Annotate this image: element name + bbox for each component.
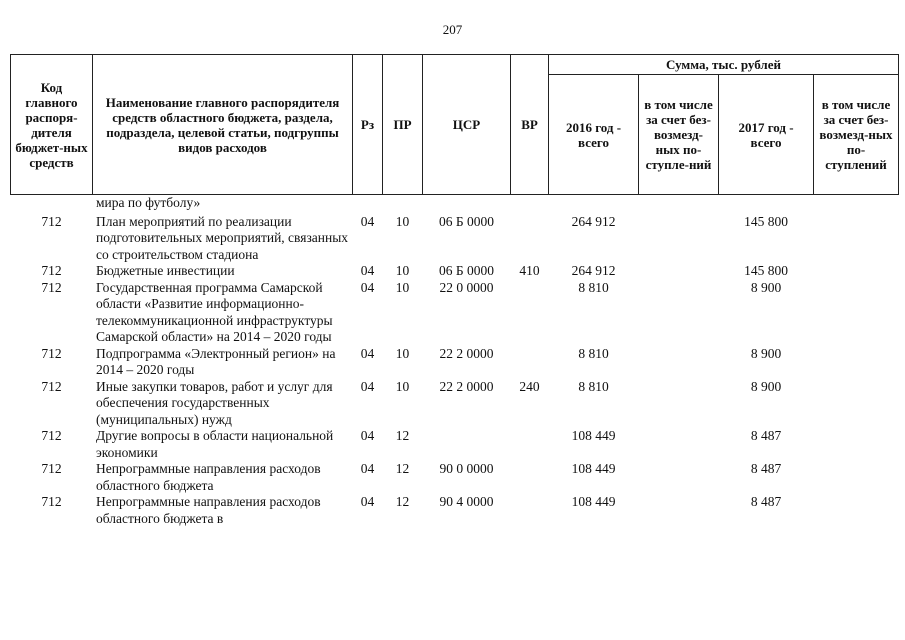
row-csr xyxy=(423,428,511,461)
row-2016-total: 8 810 xyxy=(578,279,609,295)
row-vr xyxy=(511,346,549,379)
table-row xyxy=(11,494,899,527)
row-2016-free xyxy=(639,263,719,280)
row-2016-total: 264 912 xyxy=(571,263,616,278)
row-name: План мероприятий по реализации подготовительных мероприятий, связанных со строительством стадиона xyxy=(96,213,349,262)
row-2016-total: 108 449 xyxy=(571,461,616,476)
row-2017-total: 145 800 xyxy=(744,263,788,278)
row-csr: 06 Б 0000 xyxy=(438,263,494,278)
row-rz: 04 xyxy=(360,378,375,394)
table-row xyxy=(11,379,899,429)
row-code: 712 xyxy=(41,279,62,295)
row-2017-total: 8 487 xyxy=(750,428,782,443)
row-pr: 10 xyxy=(395,263,410,278)
row-vr xyxy=(511,280,549,346)
row-vr: 410 xyxy=(519,263,540,278)
row-vr xyxy=(511,428,549,461)
table-row xyxy=(11,263,899,280)
row-2016-total: 264 912 xyxy=(571,213,616,229)
header-vr: ВР xyxy=(511,55,549,195)
row-code: 712 xyxy=(41,345,62,361)
row-2016-free xyxy=(639,346,719,379)
row-rz: 04 xyxy=(360,428,375,443)
row-2017-free xyxy=(814,494,899,527)
row-2017-free xyxy=(814,280,899,346)
table-row xyxy=(11,428,899,461)
row-2017-total: 8 487 xyxy=(750,494,782,509)
row-csr: 22 2 0000 xyxy=(439,378,494,394)
row-2017-free xyxy=(814,214,899,264)
row-2016-free xyxy=(639,461,719,494)
row-pr: 10 xyxy=(395,279,410,295)
row-csr: 90 0 0000 xyxy=(439,461,494,476)
header-name: Наименование главного распорядителя средств областного бюджета, раздела, подраздела, целевой статьи, подгруппы видов расходов xyxy=(93,55,353,195)
row-rz: 04 xyxy=(360,345,375,361)
row-2017-total: 8 900 xyxy=(750,345,782,361)
row-csr: 22 2 0000 xyxy=(439,345,494,361)
row-rz: 04 xyxy=(360,461,375,476)
row-csr: 06 Б 0000 xyxy=(438,213,494,229)
page-number: 207 xyxy=(442,22,463,37)
table-header xyxy=(11,55,899,195)
row-2016-free xyxy=(639,494,719,527)
budget-table xyxy=(10,54,899,527)
row-2017-total: 8 487 xyxy=(750,461,782,476)
row-2017-total: 8 900 xyxy=(750,279,782,295)
row-name: Государственная программа Самарской области «Развитие информационно-телекоммуникационной инфраструктуры Самарской области» на 2014 – 2020 годы xyxy=(96,279,333,344)
row-2016-total: 8 810 xyxy=(578,378,609,394)
row-2016-free xyxy=(639,428,719,461)
row-code: 712 xyxy=(41,494,62,509)
continuation-text: мира по футболу» xyxy=(96,195,201,210)
row-pr: 10 xyxy=(395,378,410,394)
row-pr: 12 xyxy=(395,428,410,443)
row-csr: 90 4 0000 xyxy=(439,494,494,509)
row-name: Бюджетные инвестиции xyxy=(96,263,235,278)
row-2017-total: 145 800 xyxy=(744,213,788,229)
row-rz: 04 xyxy=(360,263,375,278)
row-pr: 10 xyxy=(395,345,410,361)
row-2017-free xyxy=(814,461,899,494)
table-body xyxy=(11,195,899,528)
table-row xyxy=(11,280,899,346)
row-name: Непрограммные направления расходов областного бюджета в xyxy=(96,494,321,526)
row-name: Подпрограмма «Электронный регион» на 2014 – 2020 годы xyxy=(96,345,336,377)
row-2017-free xyxy=(814,346,899,379)
header-sum: Сумма, тыс. рублей xyxy=(549,55,899,75)
header-pr: ПР xyxy=(383,55,423,195)
row-name: Непрограммные направления расходов областного бюджета xyxy=(96,461,321,493)
row-2016-free xyxy=(639,214,719,264)
header-csr: ЦСР xyxy=(423,55,511,195)
row-2016-total: 8 810 xyxy=(578,345,609,361)
row-2016-total: 108 449 xyxy=(571,494,616,509)
table-row xyxy=(11,461,899,494)
header-2017-total: 2017 год - всего xyxy=(719,75,814,195)
row-2016-free xyxy=(639,379,719,429)
table-row xyxy=(11,214,899,264)
row-vr xyxy=(511,214,549,264)
row-vr xyxy=(511,494,549,527)
row-vr: 240 xyxy=(519,378,540,394)
row-code: 712 xyxy=(41,378,62,394)
row-2017-free xyxy=(814,263,899,280)
row-code: 712 xyxy=(41,461,62,476)
row-rz: 04 xyxy=(360,213,375,229)
header-2016-free: в том числе за счет без-возмезд-ных по-ступле-ний xyxy=(639,75,719,195)
header-2016-total: 2016 год - всего xyxy=(549,75,639,195)
row-rz: 04 xyxy=(360,494,375,509)
row-2017-free xyxy=(814,379,899,429)
row-pr: 12 xyxy=(395,461,410,476)
header-2017-free: в том числе за счет без-возмезд-ных по-ступлений xyxy=(814,75,899,195)
row-vr xyxy=(511,461,549,494)
row-pr: 12 xyxy=(395,494,410,509)
header-code: Код главного распоря-дителя бюджет-ных средств xyxy=(11,55,93,195)
row-code: 712 xyxy=(41,428,62,443)
row-2017-total: 8 900 xyxy=(750,378,782,394)
row-csr: 22 0 0000 xyxy=(439,279,494,295)
row-code: 712 xyxy=(41,213,62,229)
continuation-row xyxy=(11,195,899,214)
header-rz: Рз xyxy=(353,55,383,195)
row-rz: 04 xyxy=(360,279,375,295)
row-2017-free xyxy=(814,428,899,461)
row-2016-total: 108 449 xyxy=(571,428,616,443)
row-name: Иные закупки товаров, работ и услуг для обеспечения государственных (муниципальных) нужд xyxy=(96,378,333,427)
row-name: Другие вопросы в области национальной экономики xyxy=(96,428,334,460)
row-pr: 10 xyxy=(395,213,410,229)
row-code: 712 xyxy=(41,263,62,278)
row-2016-free xyxy=(639,280,719,346)
table-row xyxy=(11,346,899,379)
